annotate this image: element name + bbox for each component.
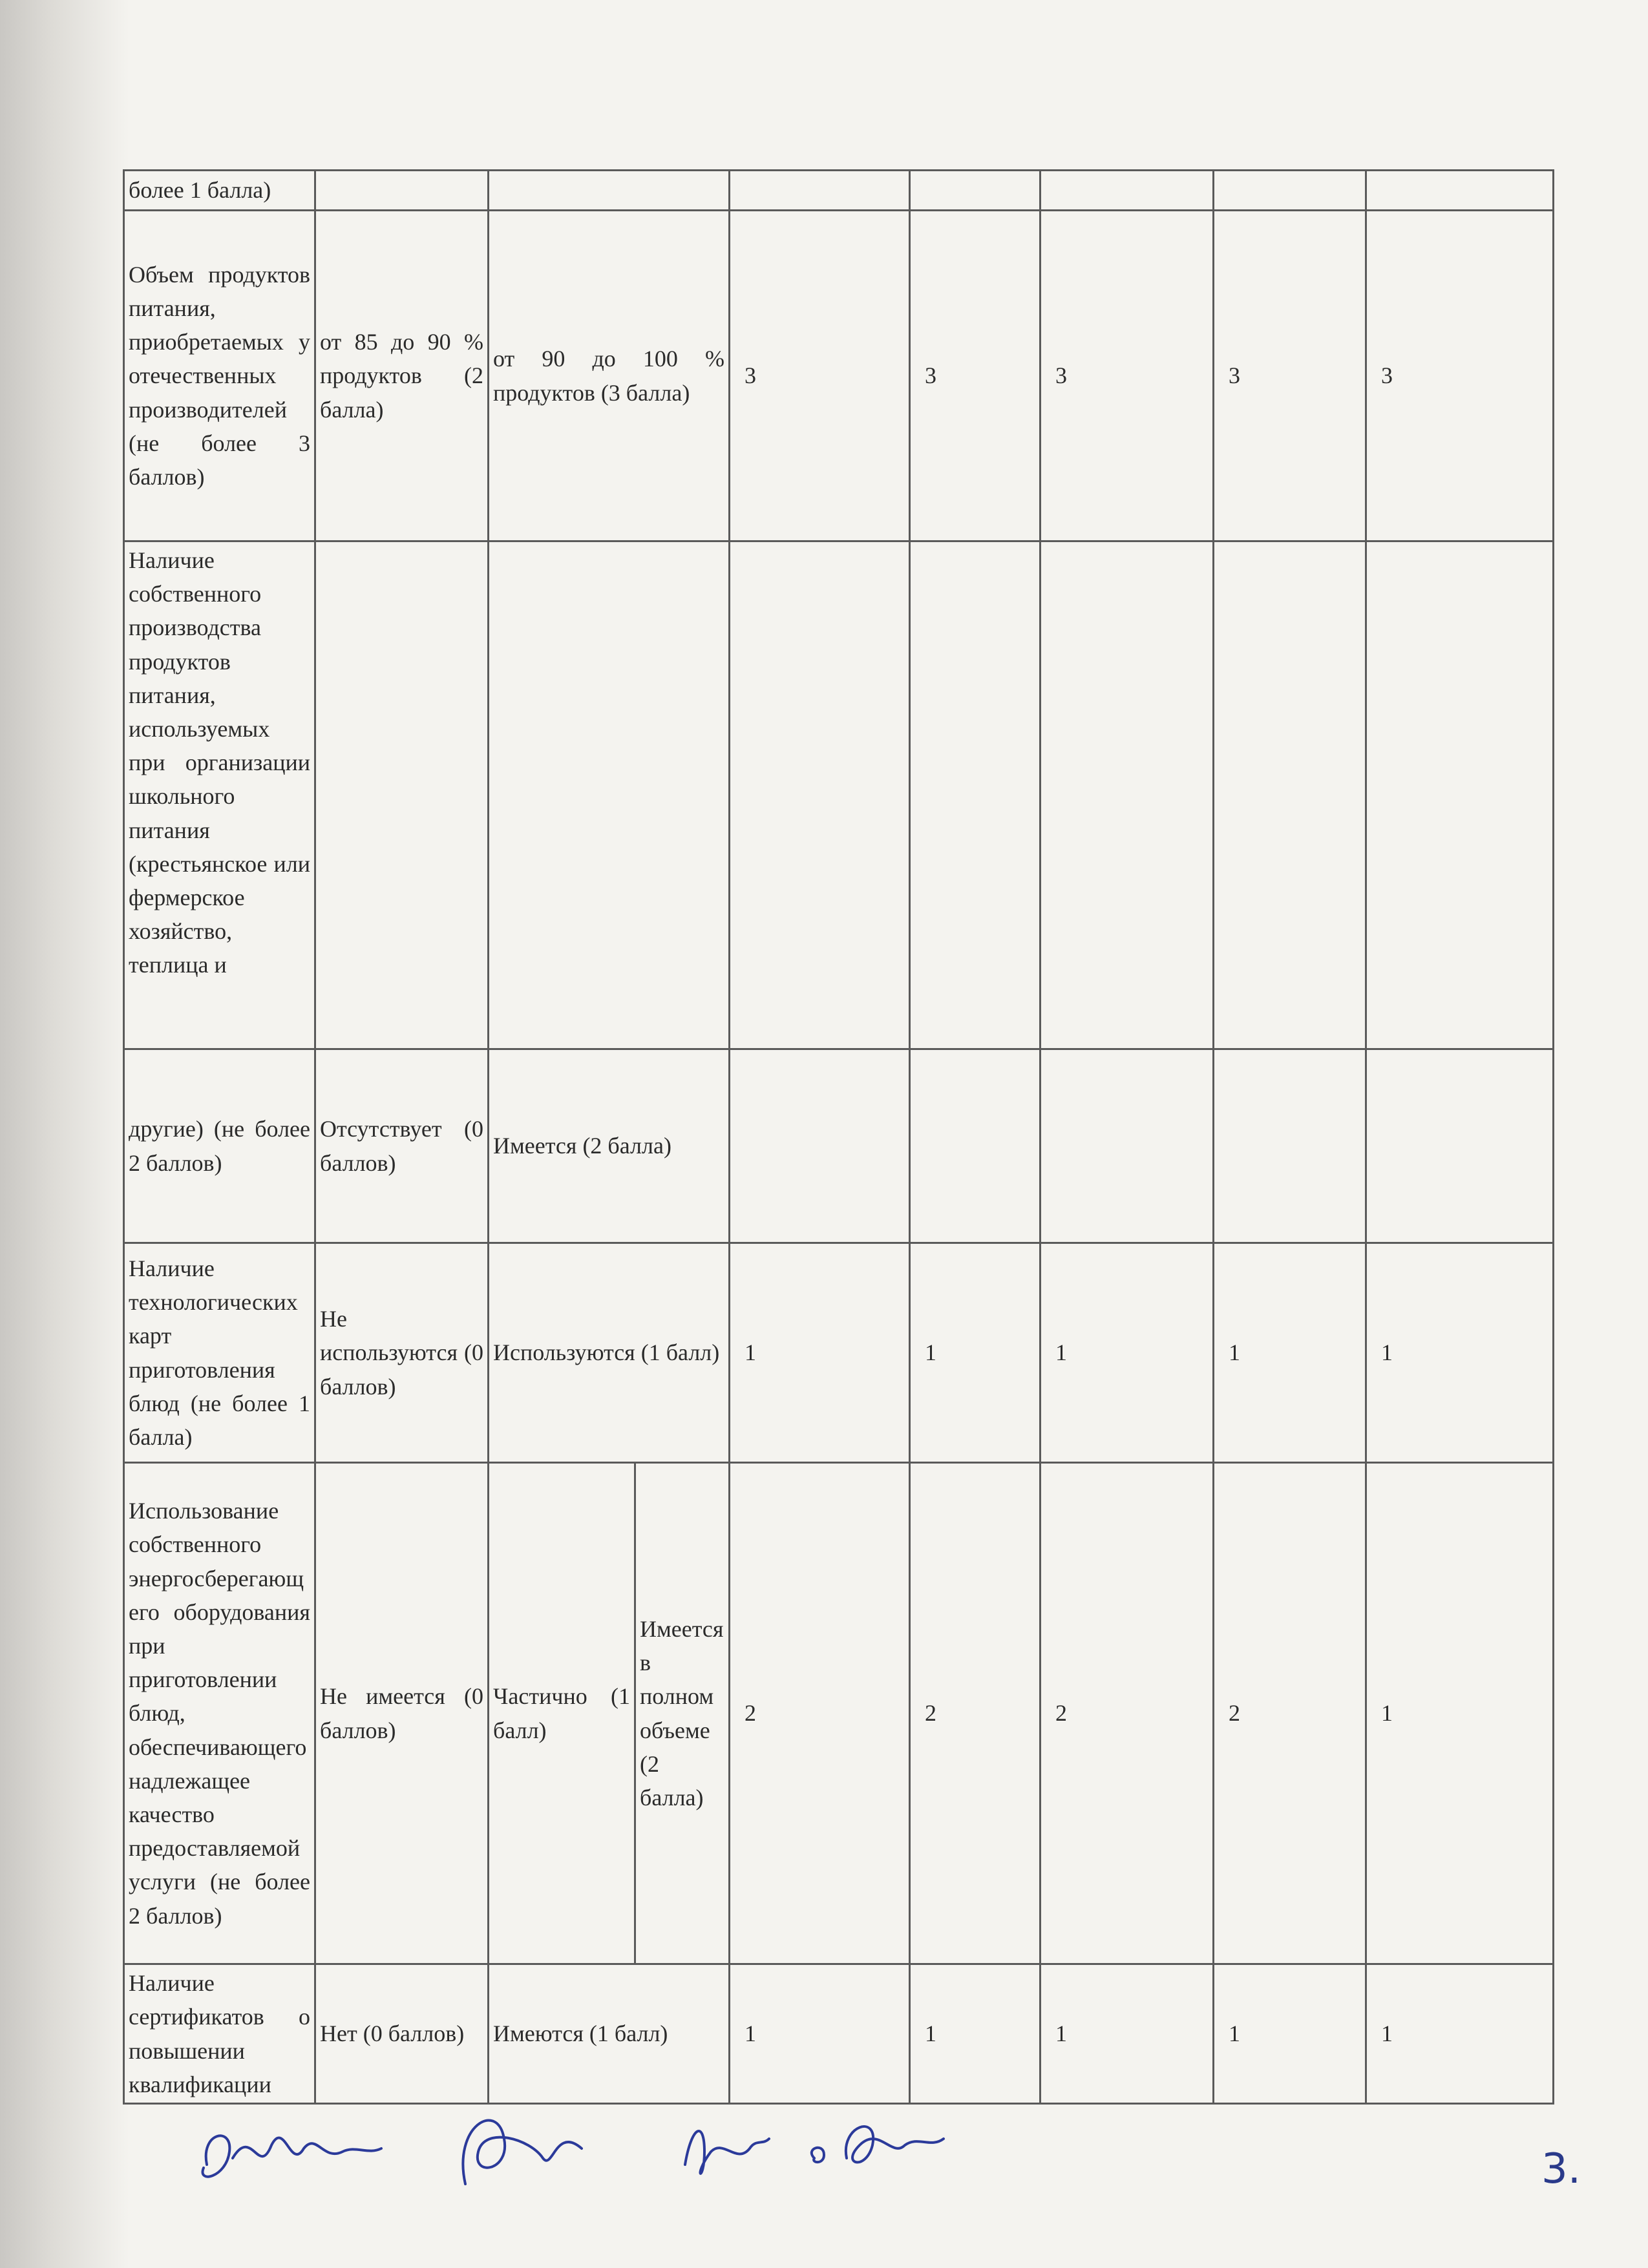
score-cell: 1 bbox=[1214, 1964, 1366, 2104]
score-cell bbox=[1214, 171, 1366, 211]
option-cell bbox=[315, 171, 489, 211]
score-cell: 2 bbox=[1041, 1463, 1214, 1964]
score-cell: 1 bbox=[730, 1243, 910, 1463]
option-cell: Имеется (2 балла) bbox=[489, 1049, 730, 1243]
score-cell bbox=[1366, 541, 1554, 1049]
table-row bbox=[124, 1243, 1554, 1463]
score-cell: 1 bbox=[1041, 1243, 1214, 1463]
option-cell: Имеются (1 балл) bbox=[489, 1964, 730, 2104]
option-cell: Не используются (0 баллов) bbox=[315, 1243, 489, 1463]
score-cell: 1 bbox=[1366, 1463, 1554, 1964]
signatures bbox=[194, 2087, 1034, 2203]
criterion-cell: Наличие технологических карт приготовления блюд (не более 1 балла) bbox=[124, 1243, 315, 1463]
option-cell: Нет (0 баллов) bbox=[315, 1964, 489, 2104]
score-cell bbox=[910, 541, 1041, 1049]
criterion-cell: Наличие сертификатов о повышении квалификации bbox=[124, 1964, 315, 2104]
criterion-cell: более 1 балла) bbox=[124, 171, 315, 211]
score-cell: 3 bbox=[1041, 211, 1214, 541]
score-cell bbox=[1041, 171, 1214, 211]
table-row bbox=[124, 171, 1554, 211]
score-cell: 3 bbox=[1366, 211, 1554, 541]
score-cell bbox=[910, 171, 1041, 211]
score-cell: 1 bbox=[1366, 1243, 1554, 1463]
table-row bbox=[124, 1964, 1554, 2104]
score-cell: 1 bbox=[1366, 1964, 1554, 2104]
table-row bbox=[124, 1049, 1554, 1243]
table-row bbox=[124, 541, 1554, 1049]
score-cell: 2 bbox=[730, 1463, 910, 1964]
option-cell: от 85 до 90 % продуктов (2 балла) bbox=[315, 211, 489, 541]
table-row bbox=[124, 1463, 1554, 1964]
option-cell: Имеется в полном объеме (2 балла) bbox=[635, 1463, 730, 1964]
score-cell bbox=[910, 1049, 1041, 1243]
page-number: 3. bbox=[1541, 2145, 1581, 2193]
signature-1 bbox=[203, 2136, 381, 2176]
option-cell: Частично (1 балл) bbox=[489, 1463, 635, 1964]
option-cell: Используются (1 балл) bbox=[489, 1243, 730, 1463]
signature-4 bbox=[812, 2126, 944, 2162]
score-cell bbox=[1366, 171, 1554, 211]
criterion-cell: Использование собственного энергосберегающего оборудования при приготовлении блюд, обеспечивающего надлежащее качество предоставляемой услуги (не более 2 баллов) bbox=[124, 1463, 315, 1964]
score-cell: 3 bbox=[910, 211, 1041, 541]
evaluation-table bbox=[123, 169, 1554, 2105]
signature-3 bbox=[685, 2131, 769, 2174]
score-cell: 1 bbox=[730, 1964, 910, 2104]
score-cell bbox=[730, 541, 910, 1049]
score-cell bbox=[1214, 541, 1366, 1049]
score-cell: 2 bbox=[910, 1463, 1041, 1964]
table-row bbox=[124, 211, 1554, 541]
score-cell: 1 bbox=[910, 1964, 1041, 2104]
score-cell bbox=[1366, 1049, 1554, 1243]
score-cell bbox=[730, 171, 910, 211]
scan-edge-shadow bbox=[0, 0, 129, 2268]
score-cell: 3 bbox=[730, 211, 910, 541]
score-cell: 1 bbox=[1214, 1243, 1366, 1463]
criterion-cell: Наличие собственного производства продуктов питания, используемых при организации школьного питания (крестьянское или фермерское хозяйство, теплица и bbox=[124, 541, 315, 1049]
criterion-cell: другие) (не более 2 баллов) bbox=[124, 1049, 315, 1243]
score-cell bbox=[1041, 541, 1214, 1049]
option-cell bbox=[489, 541, 730, 1049]
score-cell: 3 bbox=[1214, 211, 1366, 541]
option-cell: от 90 до 100 % продуктов (3 балла) bbox=[489, 211, 730, 541]
option-cell: Не имеется (0 баллов) bbox=[315, 1463, 489, 1964]
option-cell bbox=[315, 541, 489, 1049]
score-cell bbox=[1214, 1049, 1366, 1243]
score-cell bbox=[730, 1049, 910, 1243]
option-cell: Отсутствует (0 баллов) bbox=[315, 1049, 489, 1243]
score-cell: 1 bbox=[1041, 1964, 1214, 2104]
score-cell bbox=[1041, 1049, 1214, 1243]
signature-2 bbox=[463, 2120, 582, 2184]
option-cell bbox=[489, 171, 730, 211]
score-cell: 2 bbox=[1214, 1463, 1366, 1964]
score-cell: 1 bbox=[910, 1243, 1041, 1463]
criterion-cell: Объем продуктов питания, приобретаемых у отечественных производителей (не более 3 баллов) bbox=[124, 211, 315, 541]
